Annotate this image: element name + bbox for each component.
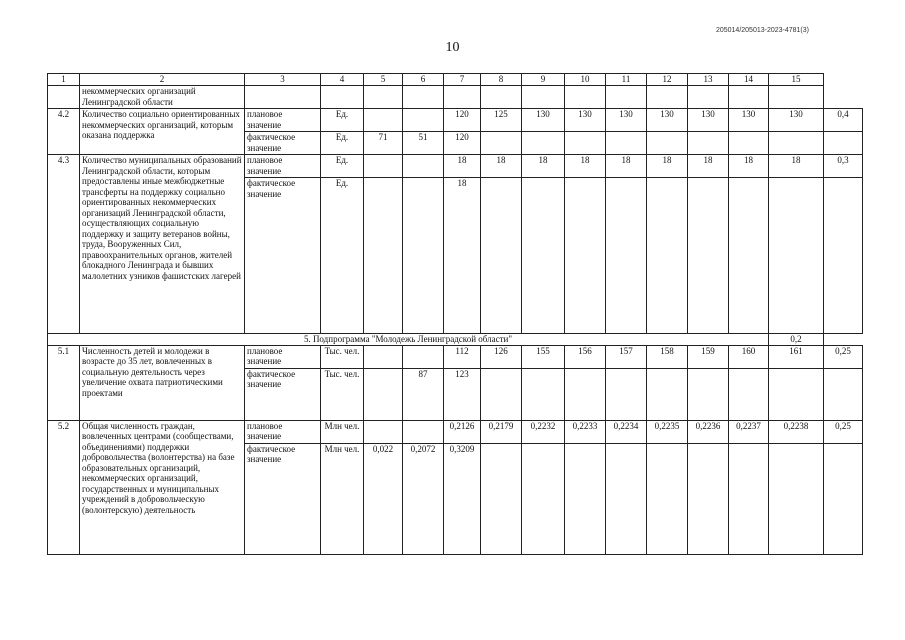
plan-value-cell bbox=[403, 155, 444, 178]
row-number: 5.2 bbox=[48, 420, 80, 554]
table-row bbox=[48, 109, 863, 132]
fact-value-cell bbox=[522, 178, 565, 334]
fact-value-cell bbox=[688, 178, 729, 334]
fact-value-cell bbox=[647, 443, 688, 554]
fact-value-cell: 18 bbox=[444, 178, 481, 334]
fact-value-cell bbox=[769, 443, 824, 554]
indicator-name: Общая численность граждан, вовлеченных центрами (сообществами, объединениями) поддержки добровольчества (волонтерства) на базе образовательных организаций, некоммерческих организаций, государственных и муниципальных учреждений в добровольческую (волонтерскую) деятельность bbox=[80, 420, 245, 554]
header-cell: 6 bbox=[403, 74, 444, 86]
plan-value-cell: 130 bbox=[729, 109, 769, 132]
fact-value-cell bbox=[565, 368, 606, 420]
fact-value-cell bbox=[729, 132, 769, 155]
header-cell: 15 bbox=[769, 74, 824, 86]
table-row bbox=[48, 86, 863, 109]
fact-value-cell bbox=[769, 178, 824, 334]
fact-value-cell bbox=[688, 368, 729, 420]
plan-value-cell: 18 bbox=[522, 155, 565, 178]
row-number: 5.1 bbox=[48, 345, 80, 420]
fact-value-cell bbox=[606, 443, 647, 554]
fact-value-cell: 0,022 bbox=[364, 443, 403, 554]
fact-value-cell: 87 bbox=[403, 368, 444, 420]
header-cell: 2 bbox=[80, 74, 245, 86]
fact-value-cell bbox=[364, 178, 403, 334]
fact-value-cell: 71 bbox=[364, 132, 403, 155]
plan-value-cell: 18 bbox=[647, 155, 688, 178]
fact-value-cell bbox=[481, 132, 522, 155]
header-cell: 5 bbox=[364, 74, 403, 86]
plan-value-cell: 0,2238 bbox=[769, 420, 824, 443]
fact-label: фактическое значение bbox=[245, 368, 321, 420]
fact-value-cell bbox=[769, 132, 824, 155]
fact-unit: Ед. bbox=[321, 132, 364, 155]
plan-value-cell: 0,2235 bbox=[647, 420, 688, 443]
plan-unit: Тыс. чел. bbox=[321, 345, 364, 368]
fact-value-cell bbox=[364, 368, 403, 420]
fact-value-cell bbox=[522, 368, 565, 420]
plan-value-cell: 130 bbox=[522, 109, 565, 132]
table-row bbox=[48, 155, 863, 178]
plan-value-cell: 18 bbox=[769, 155, 824, 178]
plan-value-cell: 130 bbox=[647, 109, 688, 132]
fact-value-cell bbox=[565, 132, 606, 155]
plan-value-cell bbox=[364, 155, 403, 178]
fact-value-cell: 120 bbox=[444, 132, 481, 155]
weight-cell: 0,4 bbox=[824, 109, 863, 132]
fact-value-cell: 123 bbox=[444, 368, 481, 420]
fact-value-cell bbox=[688, 443, 729, 554]
indicator-name: Численность детей и молодежи в возрасте до 35 лет, вовлеченных в социальную деятельность через увеличение охвата патриотическими проектами bbox=[80, 345, 245, 420]
fact-value-cell: 0,3209 bbox=[444, 443, 481, 554]
plan-label: плановое значение bbox=[245, 345, 321, 368]
fact-value-cell bbox=[688, 132, 729, 155]
indicator-name: Количество муниципальных образований Ленинградской области, которым предоставлены иные межбюджетные трансферты на поддержку социально ориентированных некоммерческих организаций Ленинградской области, осуществляющих социальную поддержку и защиту ветеранов войны, труда, Вооруженных Сил, правоохранительных органов, жителей блокадного Ленинграда и бывших малолетних узников фашистских лагерей bbox=[80, 155, 245, 334]
header-cell: 8 bbox=[481, 74, 522, 86]
plan-value-cell: 0,2179 bbox=[481, 420, 522, 443]
plan-value-cell: 0,2234 bbox=[606, 420, 647, 443]
fact-value-cell bbox=[647, 178, 688, 334]
plan-value-cell: 18 bbox=[606, 155, 647, 178]
fact-value-cell bbox=[522, 132, 565, 155]
plan-value-cell bbox=[364, 345, 403, 368]
table-row bbox=[48, 420, 863, 443]
weight-cell: 0,25 bbox=[824, 420, 863, 443]
fact-unit: Млн чел. bbox=[321, 443, 364, 554]
header-cell: 11 bbox=[606, 74, 647, 86]
plan-unit: Млн чел. bbox=[321, 420, 364, 443]
fact-value-cell bbox=[522, 443, 565, 554]
section-title: 5. Подпрограмма "Молодежь Ленинградской области" bbox=[48, 334, 769, 346]
indicator-name: Количество социально ориентированных некоммерческих организаций, которым оказана поддержка bbox=[80, 109, 245, 155]
plan-value-cell: 156 bbox=[565, 345, 606, 368]
plan-value-cell: 130 bbox=[688, 109, 729, 132]
plan-value-cell bbox=[364, 420, 403, 443]
fact-value-cell bbox=[565, 443, 606, 554]
plan-value-cell bbox=[403, 420, 444, 443]
fact-value-cell: 0,2072 bbox=[403, 443, 444, 554]
header-cell: 4 bbox=[321, 74, 364, 86]
header-cell: 10 bbox=[565, 74, 606, 86]
plan-value-cell: 18 bbox=[565, 155, 606, 178]
plan-value-cell bbox=[364, 109, 403, 132]
fact-value-cell bbox=[606, 132, 647, 155]
plan-value-cell: 0,2237 bbox=[729, 420, 769, 443]
plan-value-cell: 155 bbox=[522, 345, 565, 368]
fact-value-cell bbox=[481, 443, 522, 554]
fact-value-cell bbox=[729, 178, 769, 334]
plan-value-cell: 0,2232 bbox=[522, 420, 565, 443]
fact-value-cell bbox=[481, 178, 522, 334]
fact-label: фактическое значение bbox=[245, 443, 321, 554]
table-header-row bbox=[48, 74, 863, 86]
header-cell: 13 bbox=[688, 74, 729, 86]
fact-unit: Тыс. чел. bbox=[321, 368, 364, 420]
plan-value-cell: 161 bbox=[769, 345, 824, 368]
plan-unit: Ед. bbox=[321, 155, 364, 178]
fact-value-cell bbox=[565, 178, 606, 334]
weight-cell: 0,3 bbox=[824, 155, 863, 178]
fact-value-cell: 51 bbox=[403, 132, 444, 155]
row-name: некоммерческих организаций Ленинградской области bbox=[80, 86, 245, 109]
fact-value-cell bbox=[769, 368, 824, 420]
fact-value-cell bbox=[606, 368, 647, 420]
plan-unit: Ед. bbox=[321, 109, 364, 132]
plan-value-cell: 18 bbox=[444, 155, 481, 178]
weight-cell: 0,25 bbox=[824, 345, 863, 368]
plan-value-cell: 18 bbox=[688, 155, 729, 178]
fact-label: фактическое значение bbox=[245, 178, 321, 334]
plan-value-cell: 112 bbox=[444, 345, 481, 368]
plan-value-cell: 157 bbox=[606, 345, 647, 368]
header-cell: 7 bbox=[444, 74, 481, 86]
plan-value-cell: 130 bbox=[565, 109, 606, 132]
fact-unit: Ед. bbox=[321, 178, 364, 334]
fact-value-cell bbox=[403, 178, 444, 334]
section-weight: 0,2 bbox=[769, 334, 824, 346]
plan-value-cell: 130 bbox=[769, 109, 824, 132]
header-cell: 12 bbox=[647, 74, 688, 86]
fact-label: фактическое значение bbox=[245, 132, 321, 155]
plan-value-cell bbox=[403, 345, 444, 368]
row-number: 4.3 bbox=[48, 155, 80, 334]
plan-value-cell: 0,2126 bbox=[444, 420, 481, 443]
fact-value-cell bbox=[606, 178, 647, 334]
plan-value-cell: 130 bbox=[606, 109, 647, 132]
plan-value-cell: 120 bbox=[444, 109, 481, 132]
plan-value-cell bbox=[403, 109, 444, 132]
fact-value-cell bbox=[481, 368, 522, 420]
plan-value-cell: 0,2233 bbox=[565, 420, 606, 443]
plan-value-cell: 18 bbox=[729, 155, 769, 178]
fact-value-cell bbox=[647, 132, 688, 155]
plan-value-cell: 160 bbox=[729, 345, 769, 368]
plan-label: плановое значение bbox=[245, 155, 321, 178]
plan-label: плановое значение bbox=[245, 420, 321, 443]
plan-value-cell: 125 bbox=[481, 109, 522, 132]
header-cell: 1 bbox=[48, 74, 80, 86]
header-cell: 9 bbox=[522, 74, 565, 86]
plan-value-cell: 126 bbox=[481, 345, 522, 368]
indicators-table bbox=[47, 73, 863, 555]
fact-value-cell bbox=[729, 368, 769, 420]
plan-label: плановое значение bbox=[245, 109, 321, 132]
table-row bbox=[48, 345, 863, 368]
plan-value-cell: 158 bbox=[647, 345, 688, 368]
fact-value-cell bbox=[647, 368, 688, 420]
plan-value-cell: 159 bbox=[688, 345, 729, 368]
plan-value-cell: 18 bbox=[481, 155, 522, 178]
plan-value-cell: 0,2236 bbox=[688, 420, 729, 443]
row-number: 4.2 bbox=[48, 109, 80, 155]
fact-value-cell bbox=[729, 443, 769, 554]
header-cell: 3 bbox=[245, 74, 321, 86]
header-cell: 14 bbox=[729, 74, 769, 86]
page-number: 10 bbox=[445, 40, 460, 55]
document-id: 205014/205013-2023-4781(3) bbox=[715, 27, 809, 34]
section-row bbox=[48, 334, 863, 346]
